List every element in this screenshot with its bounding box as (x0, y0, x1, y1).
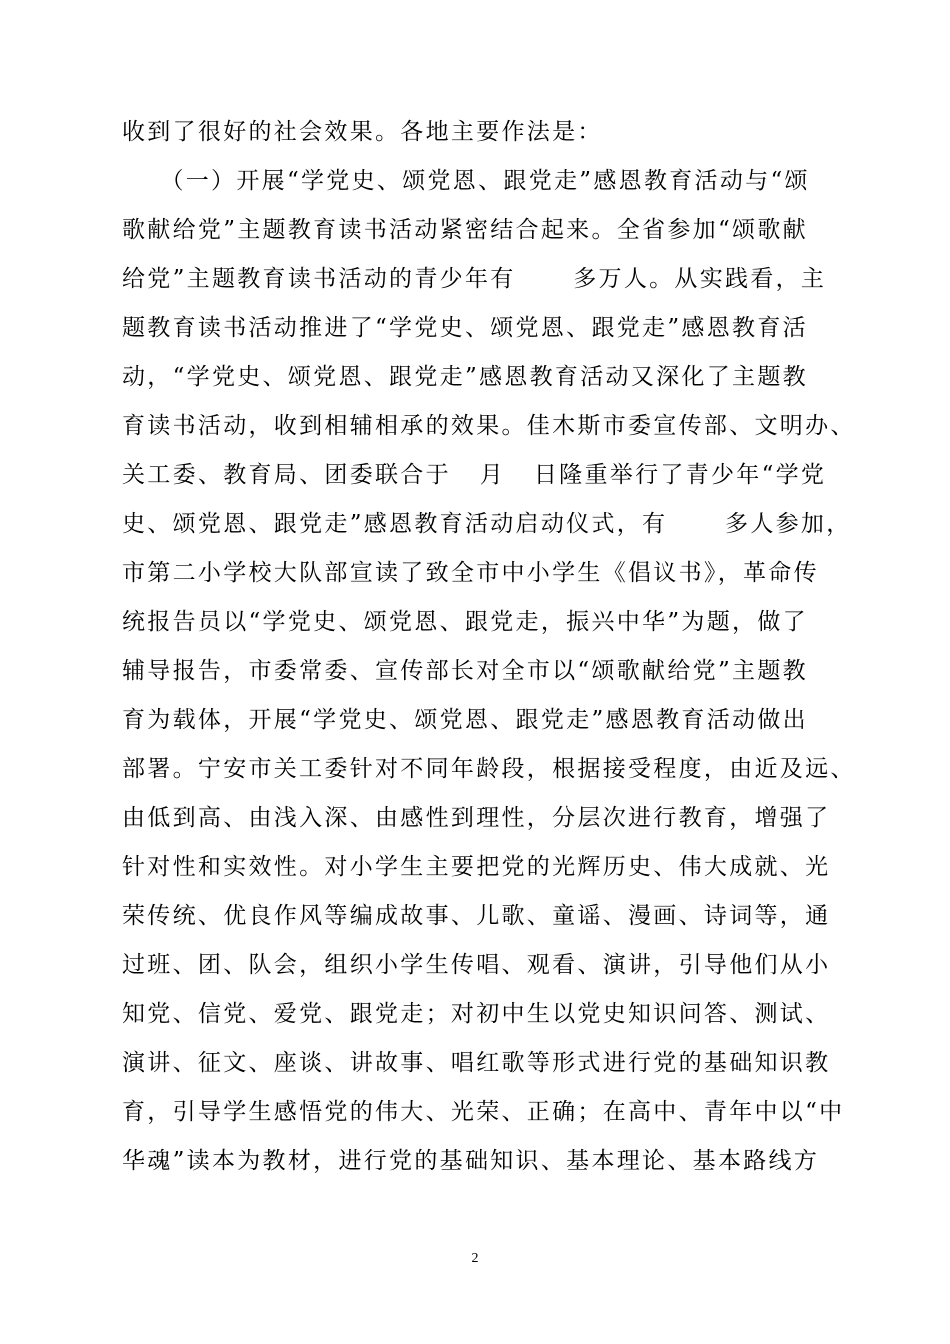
body-line: 收到了很好的社会效果。各地主要作法是： (122, 119, 603, 145)
body-line: 动，“学党史、颂党恩、跟党走”感恩教育活动又深化了主题教 (122, 364, 808, 390)
body-line: 由低到高、由浅入深、由感性到理性，分层次进行教育，增强了 (122, 805, 831, 831)
body-line: 部署。宁安市关工委针对不同年龄段，根据接受程度，由近及远、 (122, 756, 856, 782)
body-line: 育为载体，开展“学党史、颂党恩、跟党走”感恩教育活动做出 (122, 707, 808, 733)
body-line: 知党、信党、爱党、跟党走；对初中生以党史知识问答、测试、 (122, 1001, 831, 1027)
page-number: 2 (471, 1251, 479, 1266)
body-line: 关工委、教育局、团委联合于 月 日隆重举行了青少年“学党 (122, 462, 827, 488)
body-line: 歌献给党”主题教育读书活动紧密结合起来。全省参加“颂歌献 (122, 217, 808, 243)
body-line: 育读书活动，收到相辅相承的效果。佳木斯市委宣传部、文明办、 (122, 413, 856, 439)
body-line: 辅导报告，市委常委、宣传部长对全市以“颂歌献给党”主题教 (122, 658, 808, 684)
body-line: 针对性和实效性。对小学生主要把党的光辉历史、伟大成就、光 (122, 854, 831, 880)
body-line: 演讲、征文、座谈、讲故事、唱红歌等形式进行党的基础知识教 (122, 1050, 831, 1076)
body-line: 市第二小学校大队部宣读了致全市中小学生《倡议书》，革命传 (122, 560, 819, 586)
body-line: 史、颂党恩、跟党走”感恩教育活动启动仪式，有 多人参加， (122, 511, 852, 537)
body-line: 荣传统、优良作风等编成故事、儿歌、童谣、漫画、诗词等，通 (122, 903, 831, 929)
body-line: 题教育读书活动推进了“学党史、颂党恩、跟党走”感恩教育活 (122, 315, 808, 341)
body-line: 育，引导学生感悟党的伟大、光荣、正确；在高中、青年中以“中 (122, 1099, 845, 1125)
body-line: 华魂”读本为教材，进行党的基础知识、基本理论、基本路线方 (122, 1148, 820, 1174)
body-line: （一）开展“学党史、颂党恩、跟党走”感恩教育活动与“颂 (122, 168, 810, 194)
body-line: 给党”主题教育读书活动的青少年有 多万人。从实践看，主 (122, 266, 827, 292)
body-line: 过班、团、队会，组织小学生传唱、观看、演讲，引导他们从小 (122, 952, 831, 978)
body-line: 统报告员以“学党史、颂党恩、跟党走，振兴中华”为题，做了 (122, 609, 808, 635)
